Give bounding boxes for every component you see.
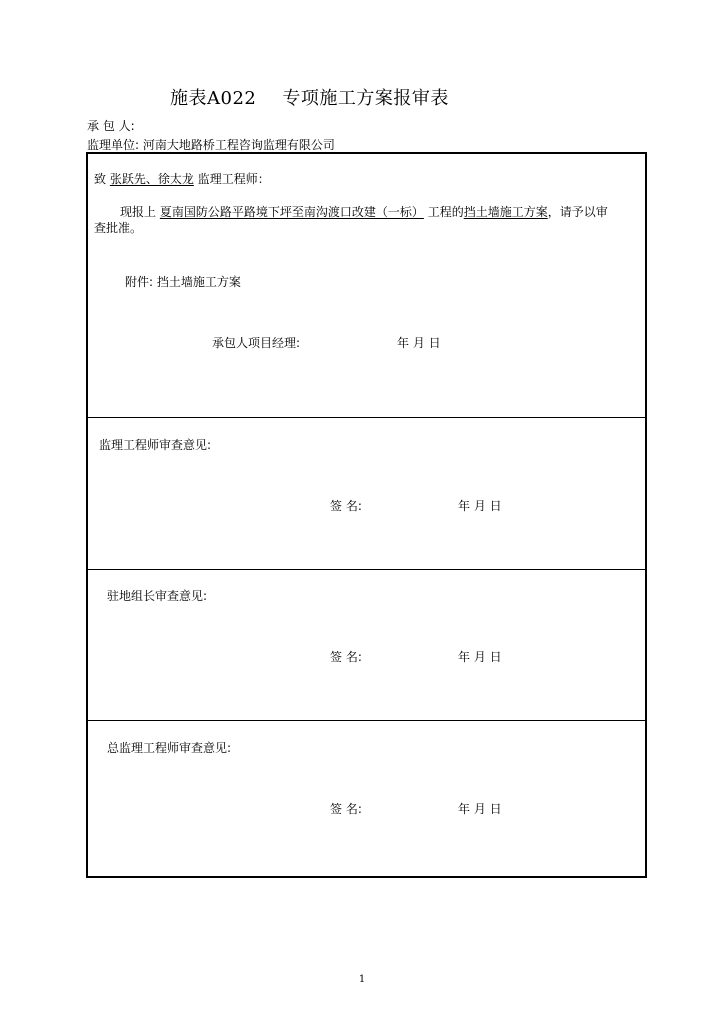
submission-section bbox=[88, 154, 645, 417]
engineer-sign-date: 年 月 日 bbox=[458, 499, 502, 513]
plan-name: 挡土墙施工方案 bbox=[463, 205, 548, 219]
chief-engineer-sign-date: 年 月 日 bbox=[458, 802, 502, 816]
submission-body-line1: 现报上 夏南国防公路平路境下坪至南沟渡口改建（一标） 工程的挡土墙施工方案，请予以审 bbox=[120, 205, 608, 219]
chief-engineer-review-heading: 总监理工程师审查意见: bbox=[107, 741, 232, 755]
chief-engineer-sign-label: 签 名: bbox=[330, 802, 362, 816]
recipient-names: 张跃先、徐太龙 bbox=[109, 172, 194, 186]
review-form-table bbox=[86, 152, 647, 878]
form-name: 专项施工方案报审表 bbox=[282, 88, 449, 109]
submission-date: 年 月 日 bbox=[397, 336, 441, 350]
contractor-line bbox=[87, 117, 135, 134]
form-code: 施表A022 bbox=[170, 88, 257, 109]
manager-label: 承包人项目经理: bbox=[212, 336, 301, 350]
document-title bbox=[170, 84, 449, 110]
submission-body-line2: 查批准。 bbox=[94, 221, 143, 235]
engineer-review-heading: 监理工程师审查意见: bbox=[99, 438, 212, 452]
attachment-line bbox=[125, 273, 241, 290]
resident-leader-review-section bbox=[88, 569, 645, 720]
resident-leader-sign-label: 签 名: bbox=[330, 650, 362, 664]
supervision-unit-line bbox=[87, 136, 335, 153]
supervision-unit-value: 河南大地路桥工程咨询监理有限公司 bbox=[142, 138, 335, 152]
chief-engineer-review-section bbox=[88, 720, 645, 876]
attachment-value: 挡土墙施工方案 bbox=[156, 275, 241, 289]
page-number: 1 bbox=[358, 974, 366, 985]
attachment-label: 附件: bbox=[125, 275, 154, 289]
resident-leader-sign-date: 年 月 日 bbox=[458, 650, 502, 664]
resident-leader-review-heading: 驻地组长审查意见: bbox=[107, 589, 208, 603]
engineer-sign-label: 签 名: bbox=[330, 499, 362, 513]
project-name: 夏南国防公路平路境下坪至南沟渡口改建（一标） bbox=[159, 205, 424, 219]
engineer-review-section bbox=[88, 417, 645, 569]
supervision-unit-label: 监理单位: bbox=[87, 138, 140, 152]
contractor-label: 承 包 人: bbox=[87, 119, 135, 133]
recipient-line: 致 张跃先、徐太龙 监理工程师： bbox=[94, 172, 270, 186]
